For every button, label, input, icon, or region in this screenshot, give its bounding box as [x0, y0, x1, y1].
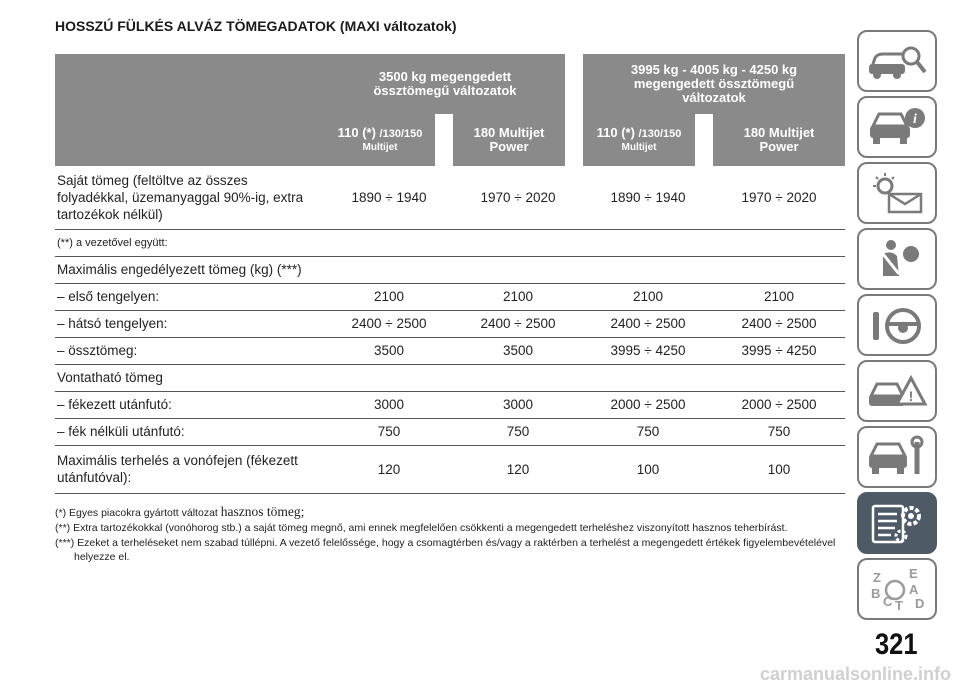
steering-wheel-icon	[865, 302, 929, 348]
table-row: Saját tömeg (feltöltve az összes folyadékkal, üzemanyaggal 90%-ig, extra tartozékok nélkül) 1890 ÷ 1940 1970 ÷ 2020 1890 ÷ 1940 1970 ÷ 2020	[55, 166, 845, 229]
page-number: 321	[875, 628, 918, 661]
svg-text:!: !	[908, 388, 914, 404]
alphabet-index-icon	[865, 566, 929, 612]
watermark: carmanualsonline.info	[760, 664, 952, 684]
header-engine-180-b: 180 Multijet Power	[713, 114, 845, 166]
header-row-groups	[55, 54, 845, 114]
svg-text:A: A	[909, 582, 919, 597]
car-search-icon	[865, 38, 929, 84]
chapter-sidebar	[857, 30, 937, 624]
header-group-3995: 3995 kg - 4005 kg - 4250 kg megengedett össztömegű változatok	[583, 54, 845, 114]
tab-emergency[interactable]	[857, 360, 937, 422]
table-row: – fék nélküli utánfutó: 750 750 750 750	[55, 418, 845, 445]
svg-text:C: C	[883, 594, 893, 609]
table-row: – fékezett utánfutó: 3000 3000 2000 ÷ 2500 2000 ÷ 2500	[55, 391, 845, 418]
weights-table	[55, 54, 845, 494]
tab-car-search[interactable]	[857, 30, 937, 92]
footnote-2: (**) Extra tartozékokkal (vonóhorog stb.) a saját tömeg megnő, ami ennek megfelelően csökkenti a megengedett terheléshez viszonyított hasznos teherbírást.	[55, 522, 788, 534]
footnotes	[55, 505, 845, 565]
car-wrench-icon	[865, 434, 929, 480]
table-row: – össztömeg: 3500 3500 3995 ÷ 4250 3995 ÷ 4250	[55, 337, 845, 364]
table-row: Vontatható tömeg	[55, 364, 845, 391]
warning-light-envelope-icon	[865, 170, 929, 216]
tab-safety[interactable]	[857, 228, 937, 290]
svg-text:E: E	[909, 566, 918, 581]
table-row-note: (**) a vezetővel együtt:	[55, 229, 845, 256]
car-info-icon	[865, 104, 929, 150]
tab-technical-specs[interactable]	[857, 492, 937, 554]
tab-index[interactable]	[857, 558, 937, 620]
tab-maintenance[interactable]	[857, 426, 937, 488]
svg-text:D: D	[915, 596, 925, 611]
header-group-3500: 3500 kg megengedett össztömegű változatok	[325, 54, 565, 114]
footnote-1: (*) Egyes piacokra gyártott változat hasznos tömeg;	[55, 504, 305, 519]
table-row: Maximális terhelés a vonófejen (fékezett utánfutóval): 120 120 100 100	[55, 445, 845, 493]
table-row: – első tengelyen: 2100 2100 2100 2100	[55, 283, 845, 310]
car-warning-triangle-icon	[865, 368, 929, 414]
svg-text:Z: Z	[873, 570, 881, 585]
header-engine-110-a: 110 (*) /130/150 Multijet	[325, 114, 435, 166]
page-title: HOSSZÚ FÜLKÉS ALVÁZ TÖMEGADATOK (MAXI változatok)	[55, 18, 457, 34]
table-row: Maximális engedélyezett tömeg (kg) (***)	[55, 256, 845, 283]
svg-text:i: i	[913, 112, 917, 127]
svg-text:T: T	[895, 598, 903, 612]
specs-gear-icon	[865, 500, 929, 546]
tab-warning-lights[interactable]	[857, 162, 937, 224]
seatbelt-airbag-icon	[865, 236, 929, 282]
header-engine-180-a: 180 Multijet Power	[453, 114, 565, 166]
tab-car-info[interactable]	[857, 96, 937, 158]
header-blank-cell	[55, 54, 325, 166]
header-engine-110-b: 110 (*) /130/150 Multijet	[583, 114, 695, 166]
footnote-3: (***) Ezeket a terheléseket nem szabad túllépni. A vezető felelőssége, hogy a csomagtérben és/vagy a raktérben a terhelést a megengedett értékek figyelembevételével helyezze el.	[55, 537, 836, 563]
tab-driving[interactable]	[857, 294, 937, 356]
svg-text:B: B	[871, 586, 881, 601]
table-row: – hátsó tengelyen: 2400 ÷ 2500 2400 ÷ 2500 2400 ÷ 2500 2400 ÷ 2500	[55, 310, 845, 337]
